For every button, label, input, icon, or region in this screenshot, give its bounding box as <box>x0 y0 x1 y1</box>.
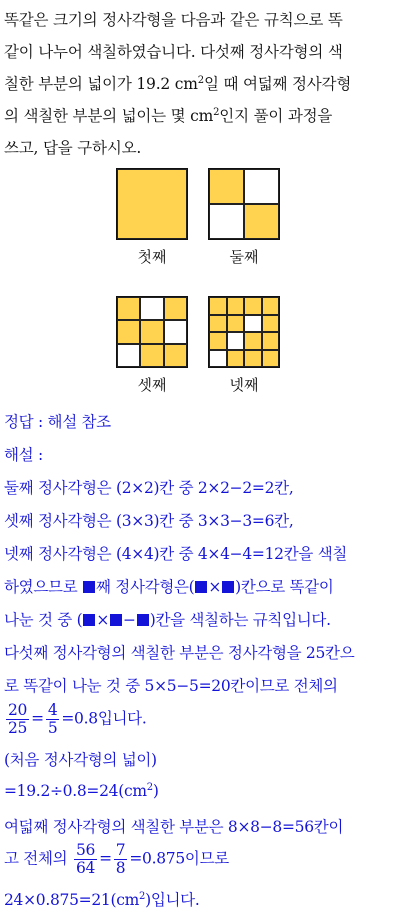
solution-heading: 해설 : <box>4 446 43 464</box>
numerator: 4 <box>47 701 58 719</box>
square-symbol <box>195 581 207 593</box>
filled-cell <box>244 332 262 350</box>
denominator: 8 <box>115 859 126 877</box>
problem-line-3-tail: 일 때 여덟째 정사각형 <box>203 75 352 93</box>
figure-1 <box>116 168 188 240</box>
problem-line-5: 쓰고, 답을 구하시오. <box>4 139 142 157</box>
solution-line-13 <box>4 888 200 910</box>
text: =0.875이므로 <box>129 849 229 868</box>
square-symbol <box>83 614 95 626</box>
filled-cell <box>244 204 279 239</box>
problem-text <box>4 4 396 164</box>
solution-line-6: 다섯째 정사각형의 색칠한 부분은 정사각형을 25칸으 <box>4 644 355 662</box>
empty-cell <box>140 297 163 320</box>
figure-3 <box>116 296 188 368</box>
figure-group <box>116 168 316 394</box>
text: 하였으므로 <box>4 578 82 596</box>
solution-line-3: 넷째 정사각형은 (4×4)칸 중 4×4−4=12칸을 색칠 <box>4 545 348 563</box>
text: 째 정사각형은( <box>96 578 195 596</box>
numerator: 56 <box>75 841 96 859</box>
text: )입니다. <box>145 891 200 909</box>
text: )칸을 색칠하는 규칙입니다. <box>149 611 331 629</box>
fraction <box>6 702 29 737</box>
filled-cell <box>227 350 245 368</box>
filled-cell <box>209 332 227 350</box>
answer-line: 정답 : 해설 참조 <box>4 413 111 431</box>
solution-line-12 <box>4 842 229 877</box>
numerator: 7 <box>115 841 126 859</box>
empty-cell <box>227 332 245 350</box>
text: = <box>99 849 112 868</box>
problem-line-2: 같이 나누어 색칠하였습니다. 다섯째 정사각형의 색 <box>4 43 343 61</box>
empty-cell <box>164 320 187 343</box>
text: × <box>208 578 222 596</box>
problem-line-1: 똑같은 크기의 정사각형을 다음과 같은 규칙으로 똑 <box>4 11 343 29</box>
numerator: 20 <box>8 701 28 719</box>
superscript: 2 <box>146 782 153 793</box>
square-symbol <box>137 614 149 626</box>
superscript: 2 <box>213 107 220 118</box>
empty-cell <box>209 350 227 368</box>
filled-cell <box>262 315 280 333</box>
solution-line-10 <box>4 782 159 800</box>
text: − <box>123 611 136 629</box>
filled-cell <box>209 315 227 333</box>
superscript: 2 <box>139 891 146 902</box>
problem-line-3-head: 칠한 부분의 넓이가 19.2 cm <box>4 75 198 93</box>
square-symbol <box>110 614 122 626</box>
figure-4 <box>208 296 280 368</box>
solution-line-7: 로 똑같이 나눈 것 중 5×5−5=20칸이므로 전체의 <box>4 677 338 695</box>
solution-line-11: 여덟째 정사각형의 색칠한 부분은 8×8−8=56칸이 <box>4 818 344 836</box>
problem-line-4-tail: 인지 풀이 과정을 <box>219 107 333 125</box>
filled-cell <box>209 297 227 315</box>
figure-caption: 둘째 <box>229 248 259 266</box>
filled-cell <box>227 297 245 315</box>
solution-line-8 <box>4 702 146 737</box>
empty-cell <box>244 315 262 333</box>
denominator: 64 <box>75 859 96 877</box>
problem-line-4 <box>4 100 396 132</box>
figure-2 <box>208 168 280 240</box>
denominator: 5 <box>47 719 58 737</box>
filled-cell <box>117 297 140 320</box>
fraction <box>114 842 128 877</box>
text: 나눈 것 중 ( <box>4 611 83 629</box>
figure-caption: 넷째 <box>229 376 259 394</box>
empty-cell <box>117 344 140 367</box>
filled-cell <box>262 332 280 350</box>
solution-line-9: (처음 정사각형의 넓이) <box>4 751 157 769</box>
text: × <box>96 611 110 629</box>
text: 고 전체의 <box>4 849 68 868</box>
figure-caption: 첫째 <box>137 248 167 266</box>
superscript: 2 <box>197 75 204 86</box>
text: = <box>31 709 44 728</box>
filled-cell <box>209 169 244 204</box>
filled-cell <box>117 320 140 343</box>
filled-cell <box>262 297 280 315</box>
filled-cell <box>262 350 280 368</box>
filled-cell <box>164 344 187 367</box>
solution-line-1: 둘째 정사각형은 (2×2)칸 중 2×2−2=2칸, <box>4 479 294 497</box>
filled-cell <box>140 344 163 367</box>
denominator: 25 <box>8 719 28 737</box>
filled-cell <box>164 297 187 320</box>
problem-line-3 <box>4 68 396 100</box>
text: ) <box>152 782 159 800</box>
filled-cell <box>244 350 262 368</box>
fraction <box>74 842 97 877</box>
figure-caption: 셋째 <box>137 376 167 394</box>
square-symbol <box>83 581 95 593</box>
solution-line-2: 셋째 정사각형은 (3×3)칸 중 3×3−3=6칸, <box>4 512 294 530</box>
problem-line-4-head: 의 색칠한 부분의 넓이는 몇 cm <box>4 107 214 125</box>
square-symbol <box>222 581 234 593</box>
filled-cell <box>117 169 187 239</box>
empty-cell <box>244 169 279 204</box>
solution-line-5 <box>4 608 331 630</box>
empty-cell <box>209 204 244 239</box>
filled-cell <box>227 315 245 333</box>
text: 24×0.875=21(cm <box>4 891 140 909</box>
solution-line-4 <box>4 575 334 597</box>
filled-cell <box>140 320 163 343</box>
filled-cell <box>244 297 262 315</box>
fraction <box>46 702 60 737</box>
text: =0.8입니다. <box>61 709 147 728</box>
text: )칸으로 똑같이 <box>235 578 334 596</box>
text: =19.2÷0.8=24(cm <box>4 782 147 800</box>
